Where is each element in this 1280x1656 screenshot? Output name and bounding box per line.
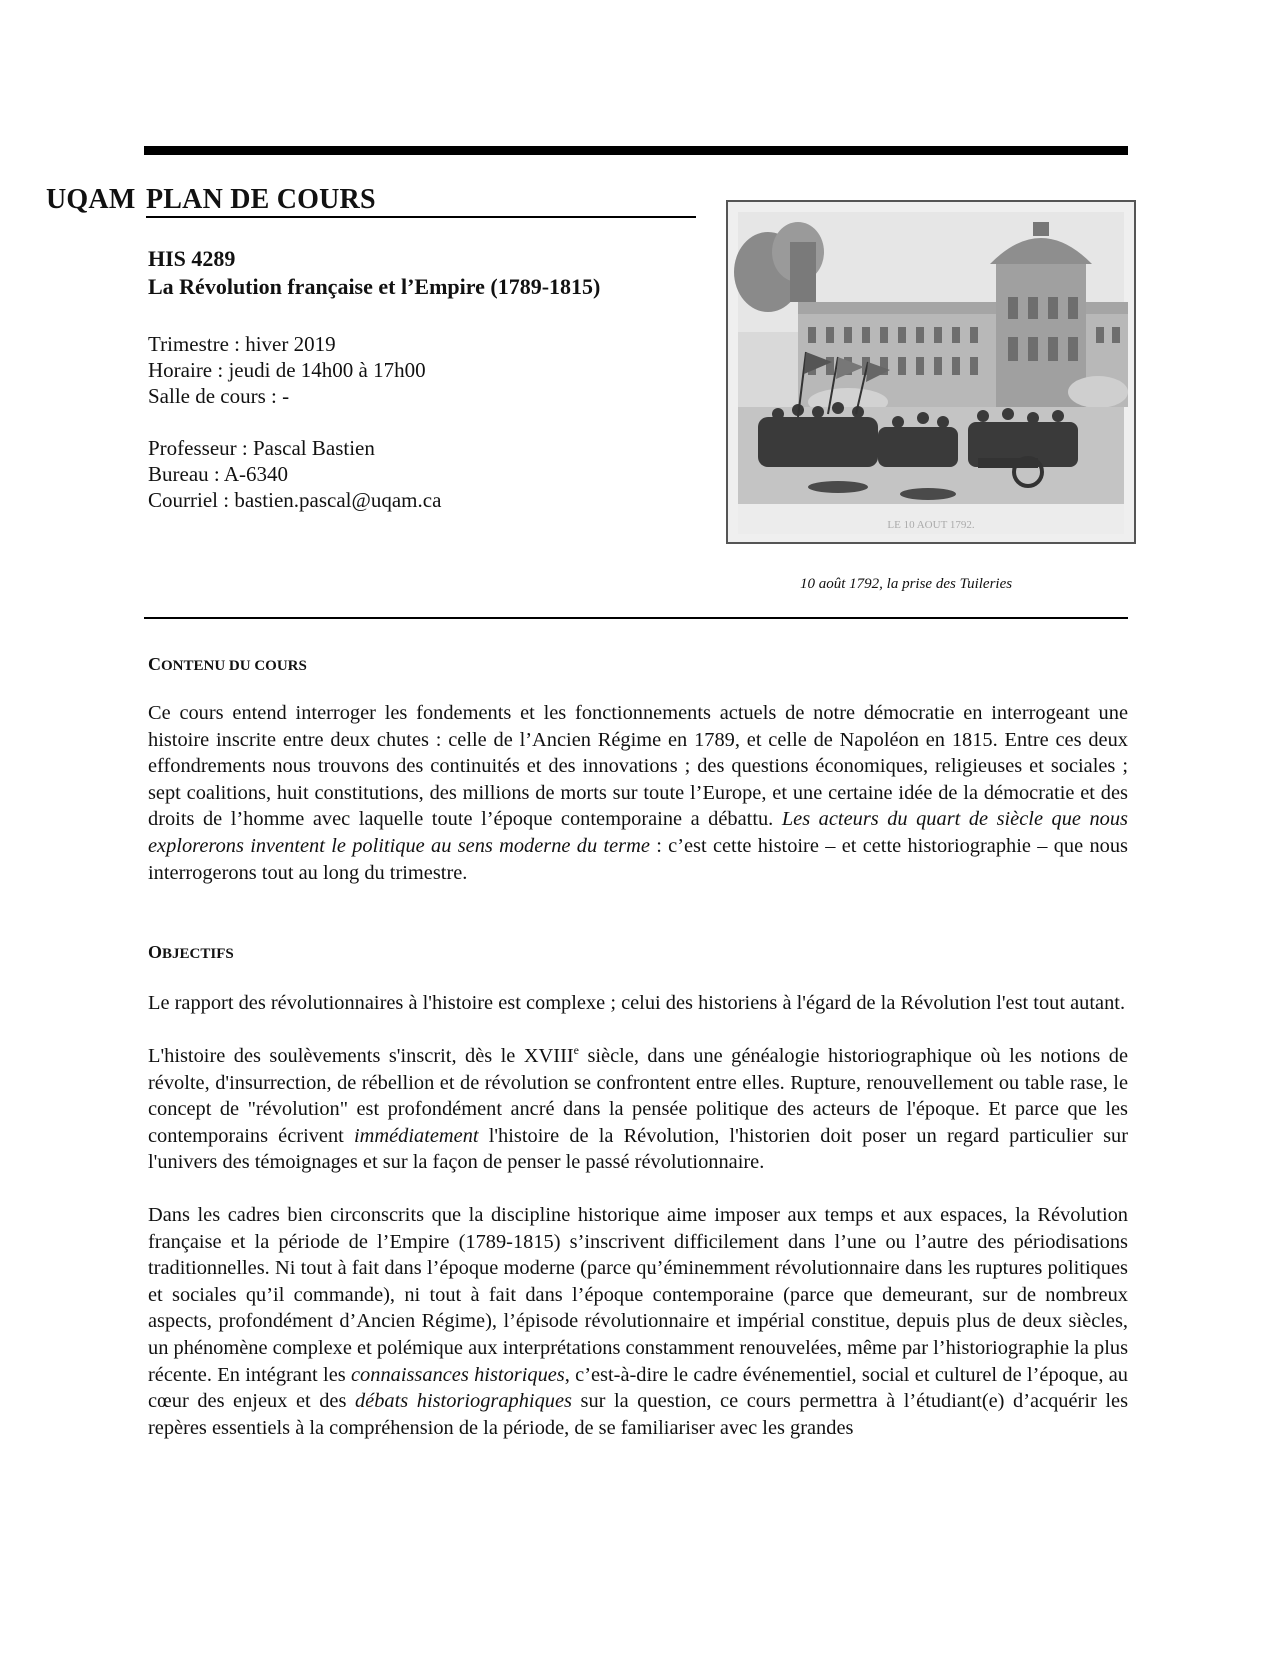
image-caption: 10 août 1792, la prise des Tuileries	[800, 576, 1013, 592]
tuileries-engraving	[728, 202, 1134, 542]
contenu-italic: Les acteurs du quart de siècle que nous explorerons inventent le politique au sens moderne du terme	[148, 808, 1128, 857]
course-code: HIS 4289	[148, 246, 236, 271]
professor-email: Courriel : bastien.pascal@uqam.ca	[148, 488, 442, 512]
objectifs-paragraph-1: Le rapport des révolutionnaires à l'histoire est complexe ; celui des historiens à l'égard de la Révolution l'est tout autant.	[148, 992, 1126, 1014]
section-rule	[144, 617, 1128, 619]
top-rule	[144, 146, 1128, 155]
title-underline	[146, 216, 696, 218]
objectifs-paragraph-3	[148, 1202, 1128, 1441]
professor-name: Professeur : Pascal Bastien	[148, 436, 375, 460]
contenu-paragraph	[148, 700, 1128, 886]
professor-office: Bureau : A-6340	[148, 462, 288, 486]
section-heading-contenu	[148, 654, 307, 675]
objectifs-text: Dans les cadres bien circonscrits que la discipline historique aime imposer aux temps et aux espaces, la Révolution française et la période de l’Empire (1789-1815) s’inscrivent difficilement dans l’une ou l’autre des périodisations traditionnelles. Ni tout à fait dans l’époque moderne (parce qu’éminemment révolutionnaire dans les ruptures politiques et sociales qu’il commande), ni tout à fait dans l’époque contemporaine (parce que demeurant, sur de nombreux aspects, profondément d’Ancien Régime), l’épisode révolutionnaire et impérial constitue, depuis plus de deux siècles, un phénomène complexe et polémique aux interprétations constamment renouvelées, même par l’historiographie la plus récente. En intégrant les	[148, 1204, 1128, 1386]
course-name: La Révolution française et l’Empire (1789-1815)	[148, 274, 601, 299]
engraving-image	[726, 200, 1136, 544]
contenu-text-end: : c’est cette histoire – et cette historiographie – que nous interrogerons tout au long du trimestre.	[148, 834, 1128, 884]
objectifs-text: siècle, dans une généalogie historiographique où les notions de révolte, d'insurrection, de rébellion et de révolution se confrontent entre elles. Rupture, renouvellement ou table rase, le concept de "révolution" est profondément ancré dans la pensée politique des acteurs de l'époque. Et parce que les contemporains écrivent	[148, 1045, 1128, 1147]
objectifs-text: L'histoire des soulèvements s'inscrit, dès le XVIII	[148, 1045, 574, 1067]
course-schedule: Horaire : jeudi de 14h00 à 17h00	[148, 358, 426, 382]
objectifs-italic: connaissances historiques	[351, 1363, 565, 1386]
engraving-inscription: LE 10 AOUT 1792.	[887, 519, 975, 531]
page-title: PLAN DE COURS	[146, 184, 376, 215]
contenu-text: Ce cours entend interroger les fondements et les fonctionnements actuels de notre démocratie en interrogeant une histoire inscrite entre deux chutes : celle de l’Ancien Régime en 1789, et celle de Napoléon en 1815. Entre ces deux effondrements nous trouvons des continuités et des innovations ; des questions économiques, religieuses et sociales ; sept coalitions, huit constitutions, des millions de morts sur toute l’Europe, et une certaine idée de la démocratie et des droits de l’homme avec laquelle toute l’époque contemporaine a débattu.	[148, 702, 1128, 831]
objectifs-text: sur la question, ce cours permettra à l’étudiant(e) d’acquérir les repères essentiels à la compréhension de la période, de se familiariser avec les grandes	[148, 1390, 1128, 1439]
course-term: Trimestre : hiver 2019	[148, 332, 336, 356]
heading-initial: O	[148, 942, 163, 962]
objectifs-italic: immédiatement	[353, 1124, 479, 1147]
objectifs-paragraph-2	[148, 1043, 1128, 1176]
heading-rest: ONTENU DU COURS	[161, 658, 307, 674]
objectifs-italic: débats historiographiques	[354, 1390, 572, 1413]
heading-rest: BJECTIFS	[162, 946, 234, 962]
section-heading-objectifs	[148, 942, 234, 963]
century-superscript: e	[573, 1043, 579, 1058]
course-room: Salle de cours : -	[148, 384, 290, 408]
institution-label: UQAM	[46, 184, 136, 215]
heading-initial: C	[148, 654, 161, 674]
objectifs-text: l'histoire de la Révolution, l'historien doit poser un regard particulier sur l'univers des témoignages et sur la façon de penser le passé révolutionnaire.	[148, 1124, 1128, 1174]
objectifs-text: , c’est-à-dire le cadre événementiel, social et culturel de l’époque, au cœur des enjeux et des	[148, 1363, 1128, 1413]
